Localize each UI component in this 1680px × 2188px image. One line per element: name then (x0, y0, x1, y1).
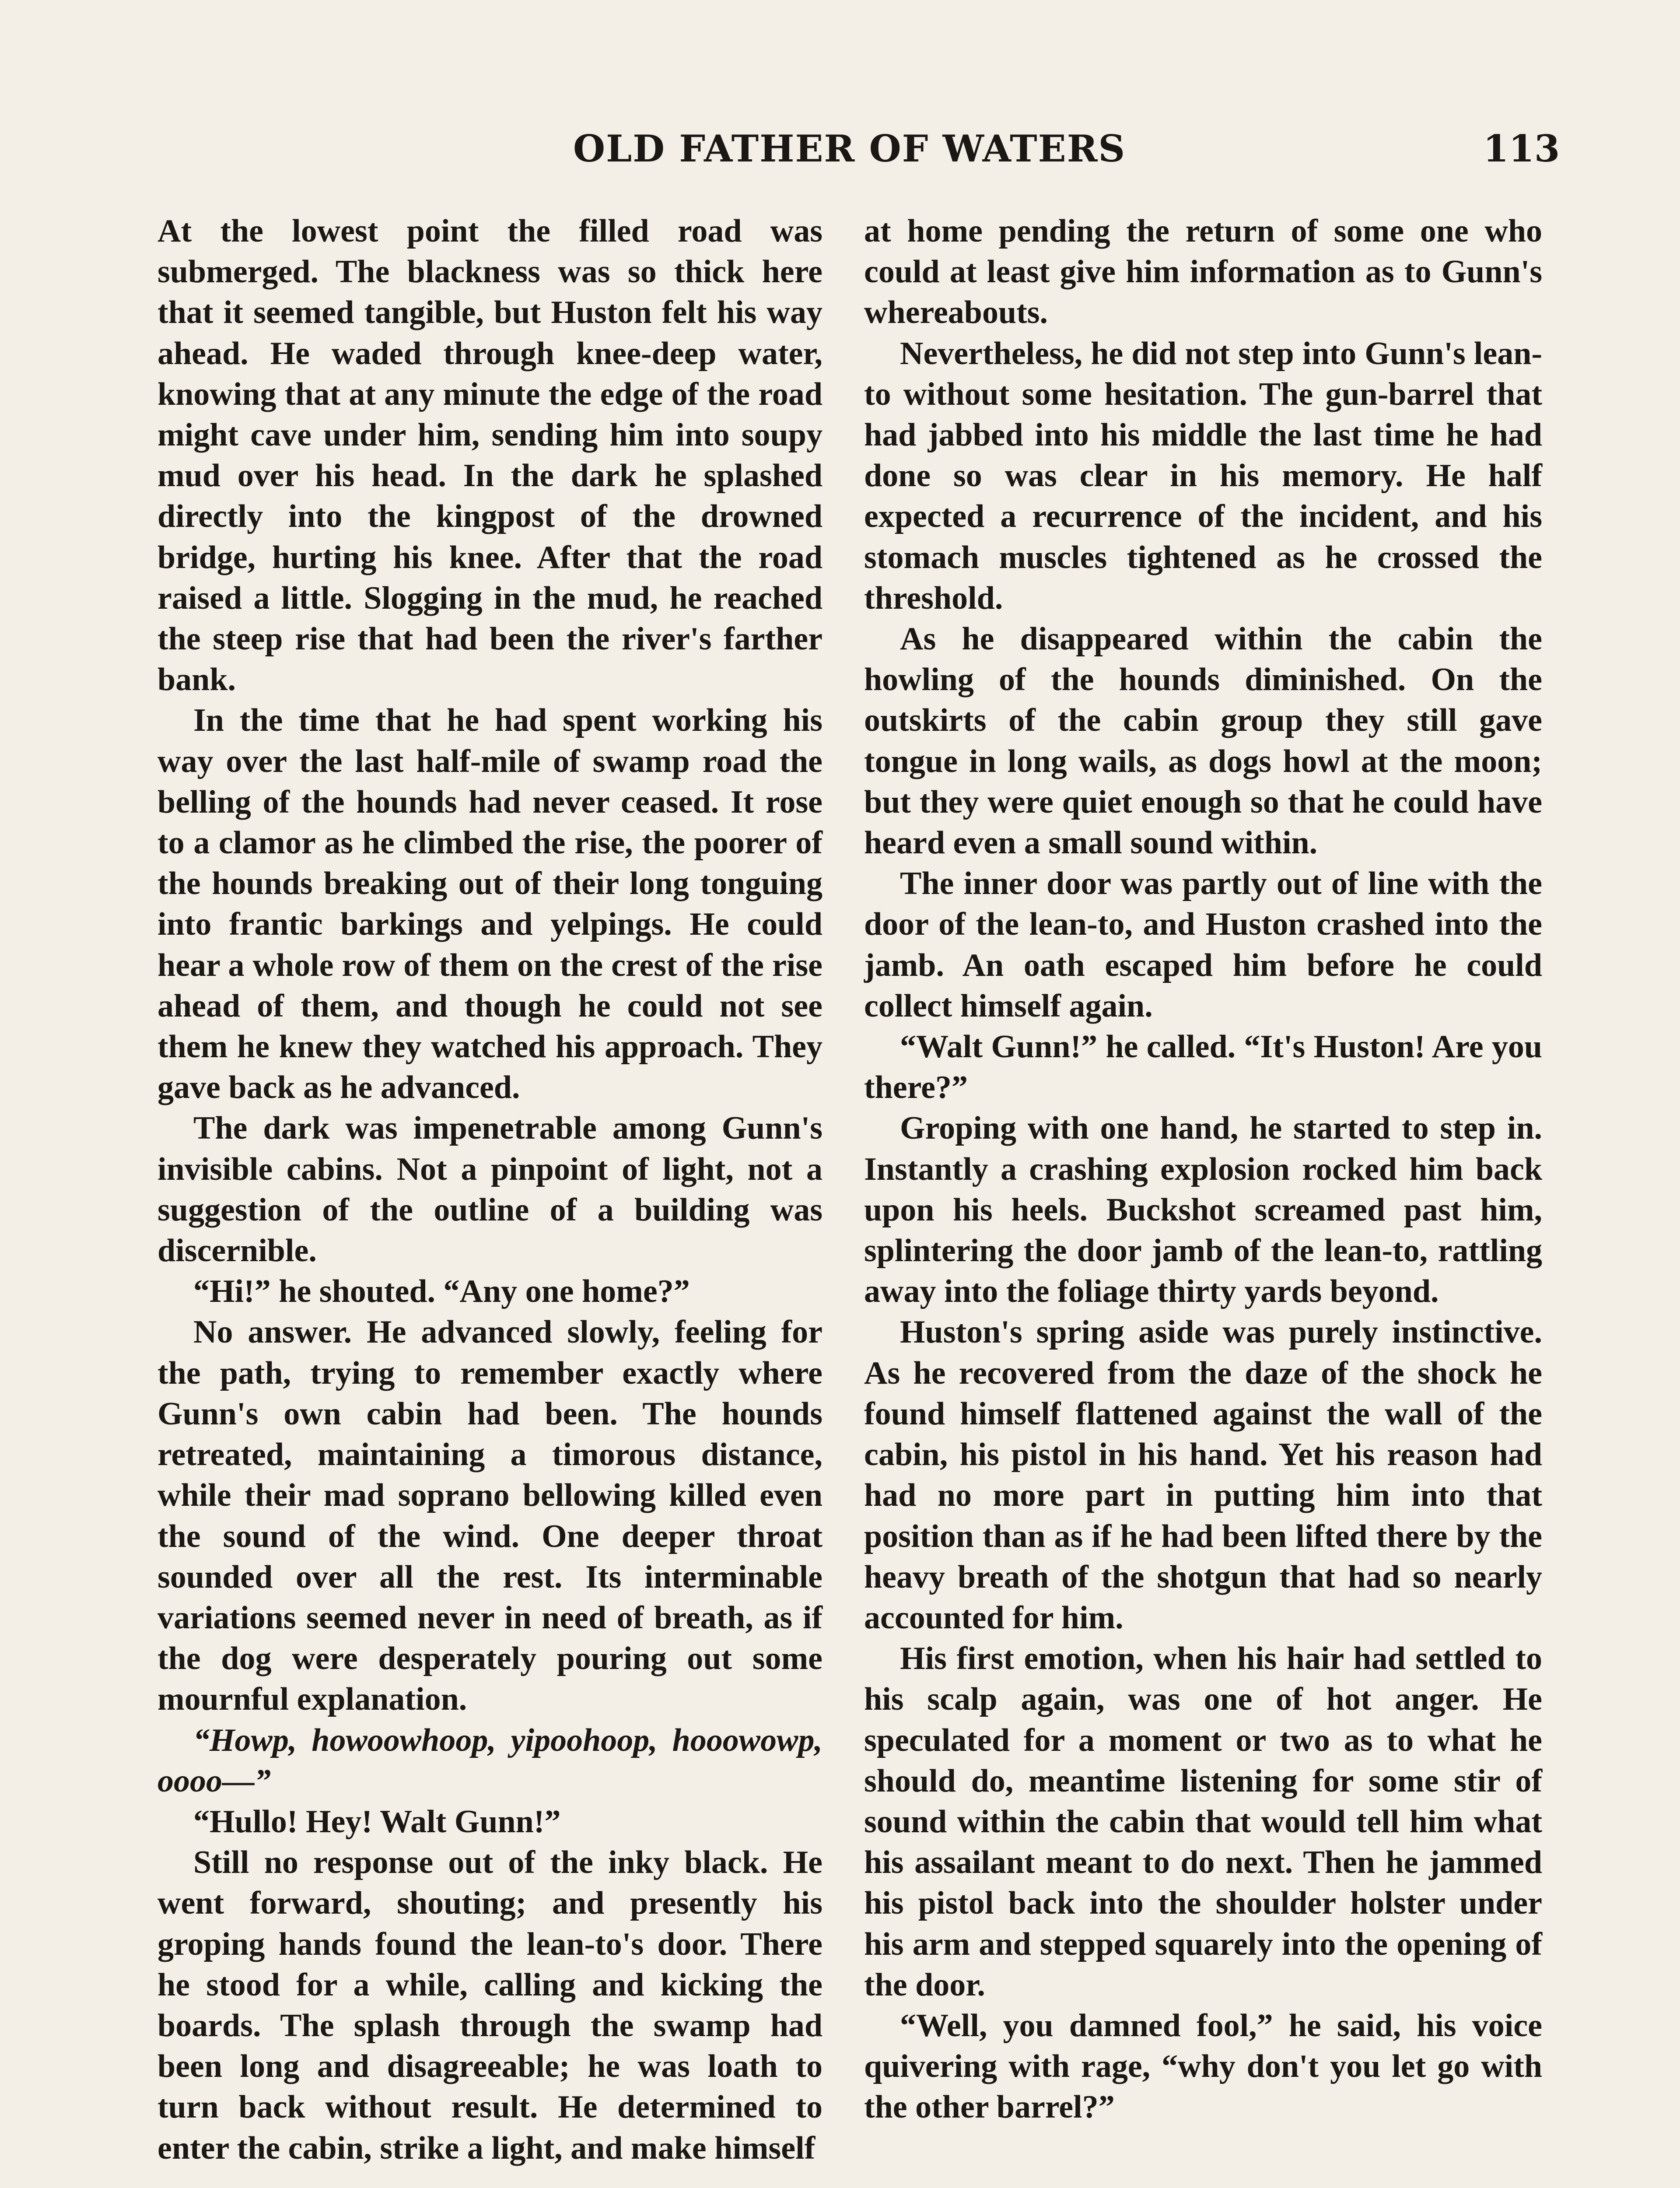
paragraph: Still no response out of the inky black. He went forward, shouting; and presently his groping hands found the lean-to's door. There he stood for a while, calling and kicking the boards. The splash through the swamp had been long and disagreeable; he was loath to turn back without result. He determined to enter the cabin, strike a light, and make himself (158, 1844, 822, 2166)
paragraph: Huston's spring aside was purely instinctive. As he recovered from the daze of the shock he found himself flattened against the wall of the cabin, his pistol in his hand. Yet his reason had had no more part in putting him into that position than as if he had been lifted there by the heavy breath of the shotgun that had so nearly accounted for him. (864, 1314, 1542, 1636)
paragraph: “Well, you damned fool,” he said, his voice quivering with rage, “why don't you let go with the other barrel?” (864, 2007, 1542, 2125)
paragraph: The dark was impenetrable among Gunn's invisible cabins. Not a pinpoint of light, not a suggestion of the outline of a building was discernible. (158, 1110, 822, 1269)
paragraph: In the time that he had spent working his way over the last half-mile of swamp road the belling of the hounds had never ceased. It rose to a clamor as he climbed the rise, the poorer of the hounds breaking out of their long tonguing into frantic barkings and yelpings. He could hear a whole row of them on the crest of the rise ahead of them, and though he could not see them he knew they watched his approach. They gave back as he advanced. (158, 702, 822, 1106)
paragraph: Groping with one hand, he started to step in. Instantly a crashing explosion rocked him back upon his heels. Buckshot screamed past him, splintering the door jamb of the lean-to, rattling away into the foliage thirty yards beyond. (864, 1110, 1542, 1310)
page-number: 113 (1483, 127, 1560, 170)
paragraph: “Walt Gunn!” he called. “It's Huston! Are you there?” (864, 1029, 1542, 1106)
paragraph: His first emotion, when his hair had settled to his scalp again, was one of hot anger. He speculated for a moment or two as to what he should do, meantime listening for some stir of sound within the cabin that would tell him what his assailant meant to do next. Then he jammed his pistol back into the shoulder holster under his arm and stepped squarely into the opening of the door. (864, 1641, 1542, 2003)
left-column (158, 211, 822, 2169)
running-head (0, 118, 1680, 179)
running-title: OLD FATHER OF WATERS (573, 127, 1126, 170)
paragraph: at home pending the return of some one who could at least give him information as to Gunn's whereabouts. (864, 213, 1542, 331)
right-column (864, 211, 1542, 2128)
paragraph: As he disappeared within the cabin the howling of the hounds diminished. On the outskirts of the cabin group they still gave tongue in long wails, as dogs howl at the moon; but they were quiet enough so that he could have heard even a small sound within. (864, 621, 1542, 861)
paragraph: “Hullo! Hey! Walt Gunn!” (193, 1803, 561, 1840)
paragraph: “Hi!” he shouted. “Any one home?” (193, 1273, 690, 1310)
paragraph: No answer. He advanced slowly, feeling for the path, trying to remember exactly where Gunn's own cabin had been. The hounds retreated, maintaining a timorous distance, while their mad soprano bellowing killed even the sound of the wind. One deeper throat sounded over all the rest. Its interminable variations seemed never in need of breath, as if the dog were desperately pouring out some mournful explanation. (158, 1314, 822, 1718)
paragraph: The inner door was partly out of line with the door of the lean-to, and Huston crashed into the jamb. An oath escaped him before he could collect himself again. (864, 866, 1542, 1024)
paragraph: Nevertheless, he did not step into Gunn's lean-to without some hesitation. The gun-barrel that had jabbed into his middle the last time he had done so was clear in his memory. He half expected a recurrence of the incident, and his stomach muscles tightened as he crossed the threshold. (864, 335, 1542, 616)
paragraph: At the lowest point the filled road was submerged. The blackness was so thick here that it seemed tangible, but Huston felt his way ahead. He waded through knee-deep water, knowing that at any minute the edge of the road might cave under him, sending him into soupy mud over his head. In the dark he splashed directly into the kingpost of the drowned bridge, hurting his knee. After that the road raised a little. Slogging in the mud, he reached the steep rise that had been the river's farther bank. (158, 213, 822, 698)
paragraph: “Howp, howoowhoop, yipoohoop, hooowowp, oooo—” (158, 1722, 822, 1799)
